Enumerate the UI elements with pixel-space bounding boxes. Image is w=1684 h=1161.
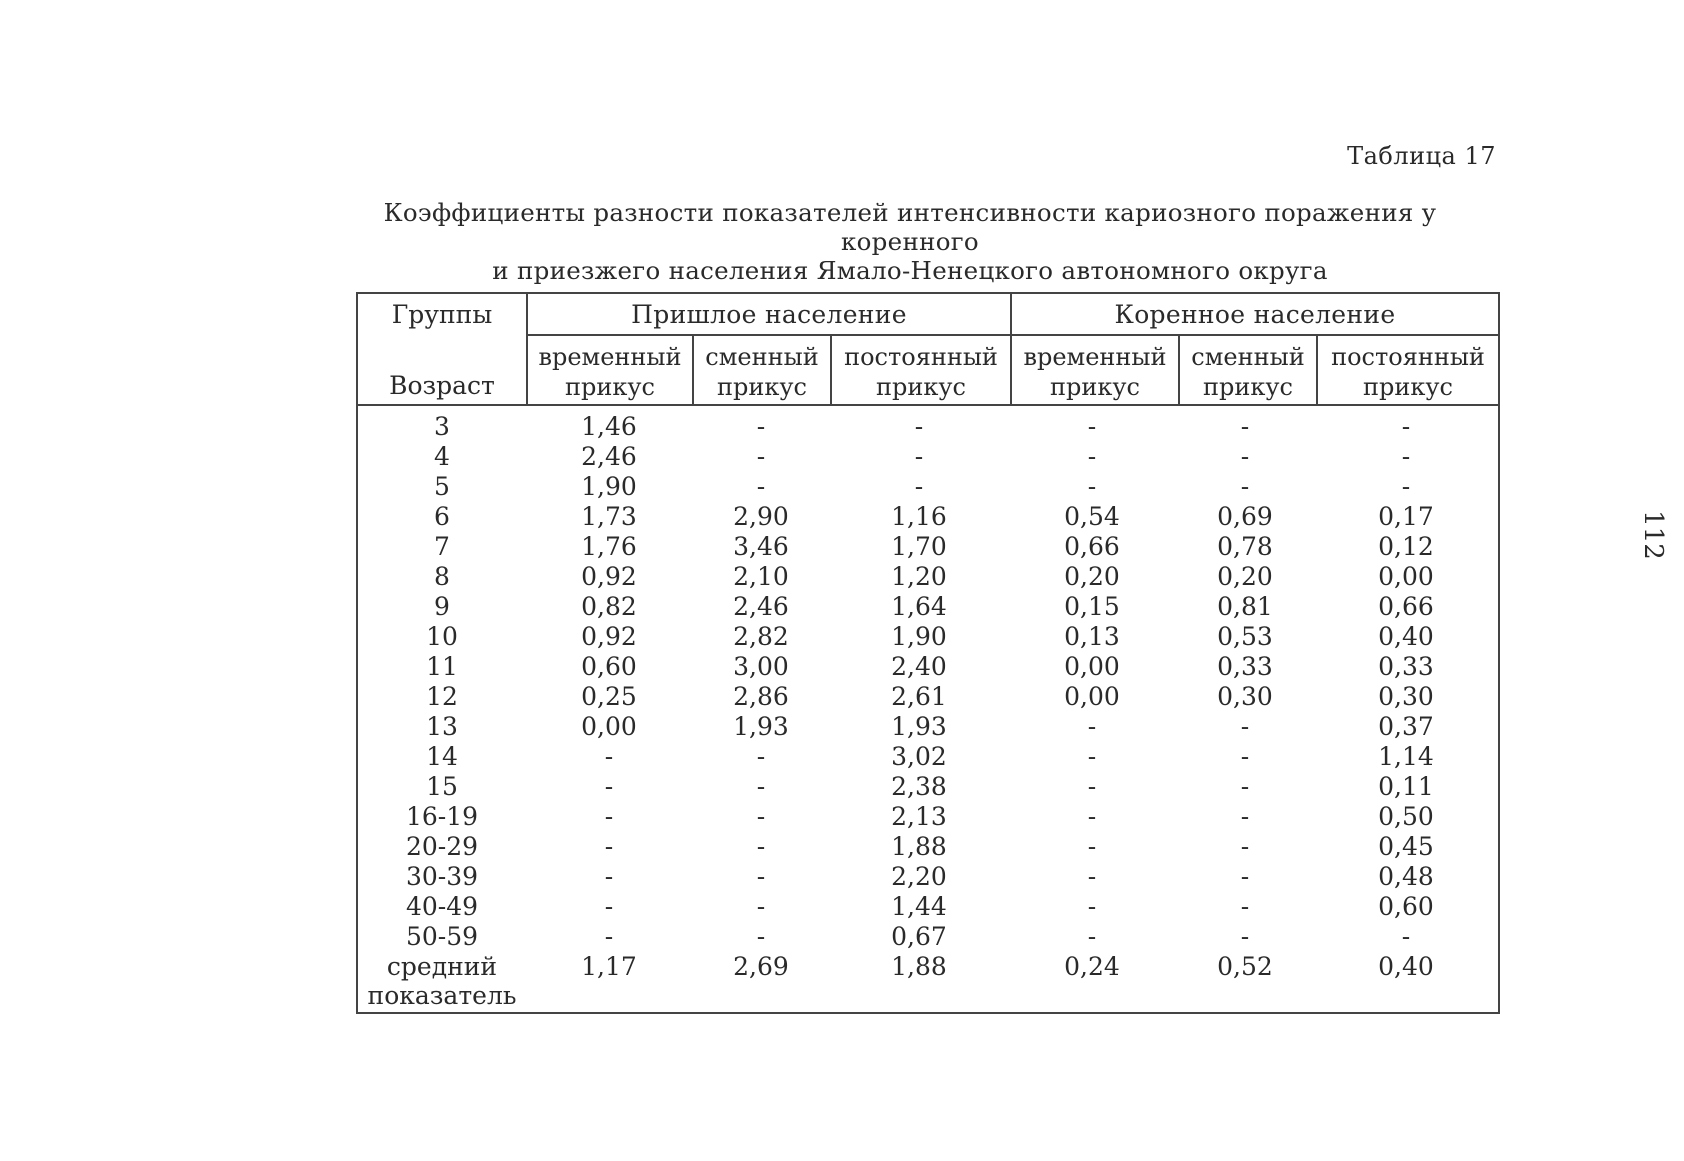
- value-cell: 3,00: [733, 652, 789, 681]
- value-cell: 0,82: [581, 592, 637, 621]
- value-cell: -: [1240, 712, 1250, 741]
- table-row: [358, 532, 1498, 562]
- value-cell: -: [604, 772, 614, 801]
- value-cell: -: [756, 802, 766, 831]
- table-row: [358, 742, 1498, 772]
- table-row: [358, 892, 1498, 922]
- value-cell: -: [914, 442, 924, 471]
- value-cell: 0,20: [1217, 562, 1273, 591]
- value-cell: 2,61: [891, 682, 947, 711]
- value-cell: 1,93: [733, 712, 789, 741]
- value-cell: -: [756, 742, 766, 771]
- age-cell: 7: [434, 532, 450, 561]
- page-number: 112: [1637, 510, 1668, 560]
- header-alien-mixed: сменный прикус: [694, 336, 832, 404]
- header-alien-title: Пришлое население: [528, 294, 1010, 336]
- value-cell: 0,25: [581, 682, 637, 711]
- value-cell: -: [604, 742, 614, 771]
- header-group-column: [358, 294, 528, 404]
- value-cell: 0,66: [1064, 532, 1120, 561]
- header-native-population: [1012, 294, 1498, 404]
- value-cell: -: [604, 832, 614, 861]
- value-cell: 3,46: [733, 532, 789, 561]
- value-cell: 2,82: [733, 622, 789, 651]
- value-cell: 0,45: [1378, 832, 1434, 861]
- value-cell: -: [1240, 772, 1250, 801]
- value-cell: 0,00: [1378, 562, 1434, 591]
- value-cell: -: [1240, 742, 1250, 771]
- value-cell: 2,10: [733, 562, 789, 591]
- age-cell: 4: [434, 442, 450, 471]
- caption-line-2: и приезжего населения Ямало-Ненецкого автономного округа: [492, 256, 1328, 285]
- value-cell: 0,00: [581, 712, 637, 741]
- value-cell: 1,44: [891, 892, 947, 921]
- value-cell: 0,17: [1378, 502, 1434, 531]
- value-cell: -: [604, 862, 614, 891]
- value-cell: 0,92: [581, 622, 637, 651]
- value-cell: -: [756, 832, 766, 861]
- value-cell: -: [1240, 442, 1250, 471]
- value-cell: 1,64: [891, 592, 947, 621]
- age-cell: 11: [426, 652, 458, 681]
- value-cell: -: [756, 442, 766, 471]
- age-cell: 9: [434, 592, 450, 621]
- average-value: 0,52: [1217, 952, 1273, 981]
- table-label: Таблица 17: [1347, 142, 1496, 170]
- value-cell: -: [1087, 712, 1097, 741]
- table-row: [358, 832, 1498, 862]
- age-cell: 15: [426, 772, 458, 801]
- value-cell: 1,90: [891, 622, 947, 651]
- value-cell: 0,81: [1217, 592, 1273, 621]
- value-cell: -: [604, 922, 614, 951]
- value-cell: -: [1240, 832, 1250, 861]
- value-cell: 0,15: [1064, 592, 1120, 621]
- value-cell: 0,00: [1064, 682, 1120, 711]
- header-native-temporary: временный прикус: [1012, 336, 1180, 404]
- age-cell: 10: [426, 622, 458, 651]
- value-cell: -: [914, 472, 924, 501]
- value-cell: -: [604, 892, 614, 921]
- value-cell: 0,78: [1217, 532, 1273, 561]
- value-cell: 0,37: [1378, 712, 1434, 741]
- value-cell: 1,16: [891, 502, 947, 531]
- value-cell: -: [1087, 892, 1097, 921]
- value-cell: -: [1240, 862, 1250, 891]
- value-cell: -: [756, 472, 766, 501]
- value-cell: -: [1240, 472, 1250, 501]
- caption-line-1: Коэффициенты разности показателей интенсивности кариозного поражения у коренного: [383, 198, 1437, 256]
- age-cell: 16-19: [405, 802, 479, 831]
- age-cell: 3: [434, 412, 450, 441]
- age-cell: 40-49: [405, 892, 479, 921]
- value-cell: -: [1087, 742, 1097, 771]
- value-cell: 1,46: [581, 412, 637, 441]
- value-cell: 0,67: [891, 922, 947, 951]
- value-cell: -: [1401, 442, 1411, 471]
- value-cell: 0,00: [1064, 652, 1120, 681]
- value-cell: 0,30: [1378, 682, 1434, 711]
- value-cell: 0,11: [1378, 772, 1434, 801]
- value-cell: -: [756, 922, 766, 951]
- table-header: [358, 294, 1498, 406]
- value-cell: 0,60: [581, 652, 637, 681]
- table-row: [358, 622, 1498, 652]
- value-cell: -: [1240, 802, 1250, 831]
- table-row: [358, 682, 1498, 712]
- value-cell: 2,90: [733, 502, 789, 531]
- value-cell: 3,02: [891, 742, 947, 771]
- age-cell: 30-39: [405, 862, 479, 891]
- header-age: Возраст: [389, 371, 495, 400]
- header-native-title: Коренное население: [1012, 294, 1498, 336]
- value-cell: 1,88: [891, 832, 947, 861]
- table-row: [358, 772, 1498, 802]
- table-body: [358, 406, 1498, 1012]
- value-cell: -: [1087, 802, 1097, 831]
- value-cell: 1,76: [581, 532, 637, 561]
- value-cell: 0,66: [1378, 592, 1434, 621]
- value-cell: 1,90: [581, 472, 637, 501]
- value-cell: -: [1240, 922, 1250, 951]
- value-cell: 1,14: [1378, 742, 1434, 771]
- value-cell: 2,46: [733, 592, 789, 621]
- value-cell: 0,30: [1217, 682, 1273, 711]
- value-cell: -: [756, 892, 766, 921]
- value-cell: 0,40: [1378, 622, 1434, 651]
- value-cell: 0,50: [1378, 802, 1434, 831]
- header-native-mixed: сменный прикус: [1180, 336, 1318, 404]
- value-cell: 2,38: [891, 772, 947, 801]
- value-cell: -: [1087, 412, 1097, 441]
- value-cell: 0,92: [581, 562, 637, 591]
- age-cell: 8: [434, 562, 450, 591]
- table-row: [358, 502, 1498, 532]
- header-alien-temporary: временный прикус: [528, 336, 694, 404]
- value-cell: 1,93: [891, 712, 947, 741]
- header-groups: Группы: [391, 300, 493, 329]
- average-label: средний показатель: [367, 952, 517, 1010]
- value-cell: -: [1087, 862, 1097, 891]
- table-row: [358, 922, 1498, 952]
- average-value: 0,24: [1064, 952, 1120, 981]
- average-value: 2,69: [733, 952, 789, 981]
- header-alien-population: [528, 294, 1012, 404]
- table-caption: [320, 198, 1500, 285]
- average-value: 1,17: [581, 952, 637, 981]
- average-value: 1,88: [891, 952, 947, 981]
- value-cell: 0,33: [1378, 652, 1434, 681]
- value-cell: -: [1087, 472, 1097, 501]
- value-cell: 1,73: [581, 502, 637, 531]
- value-cell: -: [1401, 922, 1411, 951]
- age-cell: 50-59: [405, 922, 479, 951]
- table-row: [358, 442, 1498, 472]
- table-row: [358, 652, 1498, 682]
- table-row: [358, 862, 1498, 892]
- value-cell: -: [1401, 472, 1411, 501]
- age-cell: 12: [426, 682, 458, 711]
- table-row: [358, 592, 1498, 622]
- value-cell: -: [1240, 892, 1250, 921]
- age-cell: 6: [434, 502, 450, 531]
- age-cell: 20-29: [405, 832, 479, 861]
- value-cell: 0,54: [1064, 502, 1120, 531]
- value-cell: -: [604, 802, 614, 831]
- value-cell: 2,20: [891, 862, 947, 891]
- value-cell: -: [1240, 412, 1250, 441]
- value-cell: -: [756, 772, 766, 801]
- value-cell: -: [1087, 832, 1097, 861]
- value-cell: 0,69: [1217, 502, 1273, 531]
- table-row: [358, 472, 1498, 502]
- value-cell: 1,20: [891, 562, 947, 591]
- value-cell: 0,20: [1064, 562, 1120, 591]
- table-row: [358, 412, 1498, 442]
- table-row: [358, 712, 1498, 742]
- value-cell: 0,12: [1378, 532, 1434, 561]
- header-alien-permanent: постоянный прикус: [844, 343, 998, 401]
- value-cell: 0,53: [1217, 622, 1273, 651]
- value-cell: -: [1087, 922, 1097, 951]
- age-cell: 14: [426, 742, 458, 771]
- value-cell: 0,48: [1378, 862, 1434, 891]
- value-cell: -: [756, 412, 766, 441]
- average-value: 0,40: [1378, 952, 1434, 981]
- value-cell: 0,33: [1217, 652, 1273, 681]
- value-cell: 2,86: [733, 682, 789, 711]
- value-cell: -: [914, 412, 924, 441]
- table-row: [358, 802, 1498, 832]
- value-cell: 2,13: [891, 802, 947, 831]
- value-cell: -: [1087, 442, 1097, 471]
- value-cell: -: [1401, 412, 1411, 441]
- age-cell: 13: [426, 712, 458, 741]
- value-cell: -: [1087, 772, 1097, 801]
- value-cell: 0,60: [1378, 892, 1434, 921]
- value-cell: 1,70: [891, 532, 947, 561]
- table-row: [358, 562, 1498, 592]
- average-row: [358, 952, 1498, 1010]
- value-cell: 0,13: [1064, 622, 1120, 651]
- value-cell: 2,46: [581, 442, 637, 471]
- data-table: [356, 292, 1500, 1014]
- value-cell: -: [756, 862, 766, 891]
- header-native-permanent: постоянный прикус: [1331, 343, 1485, 401]
- value-cell: 2,40: [891, 652, 947, 681]
- age-cell: 5: [434, 472, 450, 501]
